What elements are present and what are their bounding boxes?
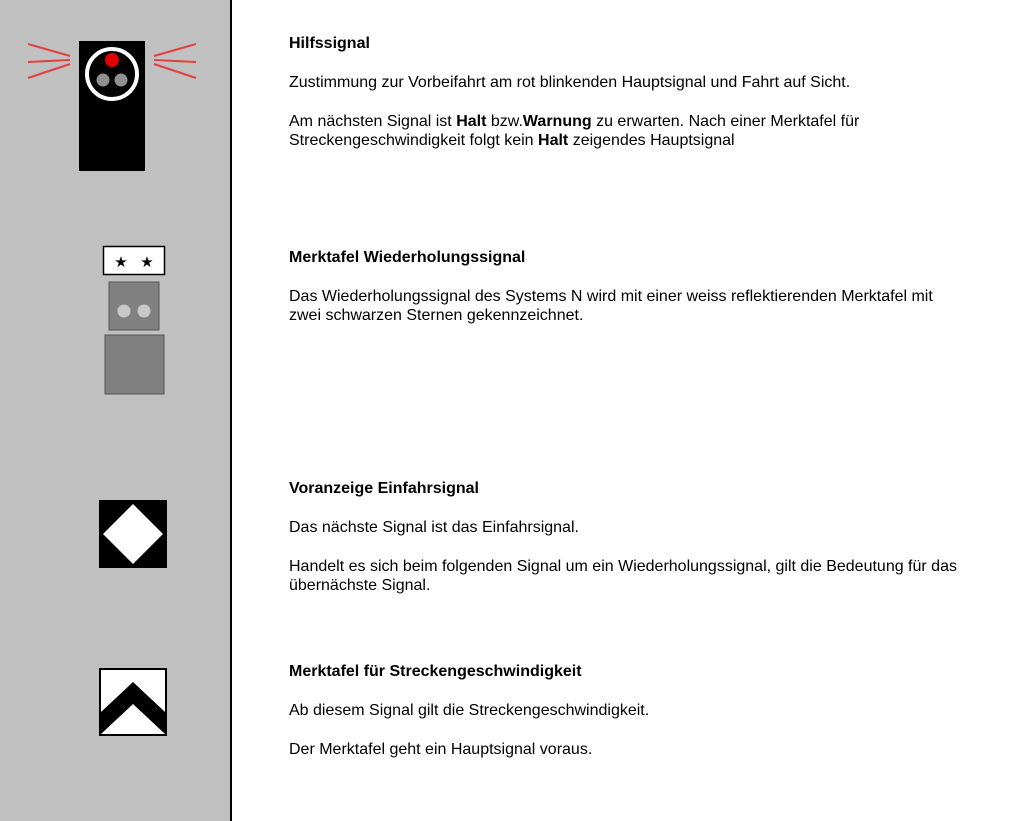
hilfssignal-icon [24, 38, 200, 174]
sidebar-divider [230, 0, 232, 821]
entry-paragraph: Handelt es sich beim folgenden Signal um ein Wiederholungssignal, gilt die Bedeutung für das übernächste Signal. [289, 558, 957, 594]
bold-text-run: Warnung [522, 113, 592, 130]
bold-text-run: Halt [456, 113, 487, 130]
voranzeige-einfahrsignal-icon [99, 500, 167, 568]
merktafel-streckengeschwindigkeit-icon [99, 668, 167, 736]
entry-paragraph-rich [289, 112, 969, 150]
entry-title: Merktafel Wiederholungssignal [289, 249, 526, 266]
entry-paragraph: Zustimmung zur Vorbeifahrt am rot blinkenden Hauptsignal und Fahrt auf Sicht. [289, 74, 851, 91]
entry-paragraph: Ab diesem Signal gilt die Streckengeschwindigkeit. [289, 702, 650, 719]
text-run: zeigendes Hauptsignal [568, 132, 735, 149]
entry-title: Hilfssignal [289, 35, 370, 52]
text-run: Am nächsten Signal ist [289, 113, 457, 130]
entry-title: Voranzeige Einfahrsignal [289, 480, 479, 497]
svg-text:★: ★ [140, 253, 154, 271]
text-run: bzw. [486, 113, 523, 130]
entry-title: Merktafel für Streckengeschwindigkeit [289, 663, 582, 680]
svg-text:★: ★ [114, 253, 128, 271]
entry-merktafel-streckengeschwindigkeit [289, 662, 969, 759]
entry-hilfssignal [289, 34, 969, 150]
entry-voranzeige-einfahrsignal [289, 479, 969, 595]
merktafel-wiederholungssignal-icon [102, 245, 168, 397]
text-run: zu erwarten. Nach einer Merktafel für Streckengeschwindigkeit folgt kein [289, 113, 860, 149]
entry-paragraph: Das Wiederholungssignal des Systems N wird mit einer weiss reflektierenden Merktafel mit zwei schwarzen Sternen gekennzeichnet. [289, 288, 933, 324]
entry-merktafel-wiederholungssignal [289, 248, 969, 325]
bold-text-run: Halt [538, 132, 569, 149]
entry-paragraph: Das nächste Signal ist das Einfahrsignal. [289, 519, 579, 536]
entry-paragraph: Der Merktafel geht ein Hauptsignal voraus. [289, 741, 593, 758]
